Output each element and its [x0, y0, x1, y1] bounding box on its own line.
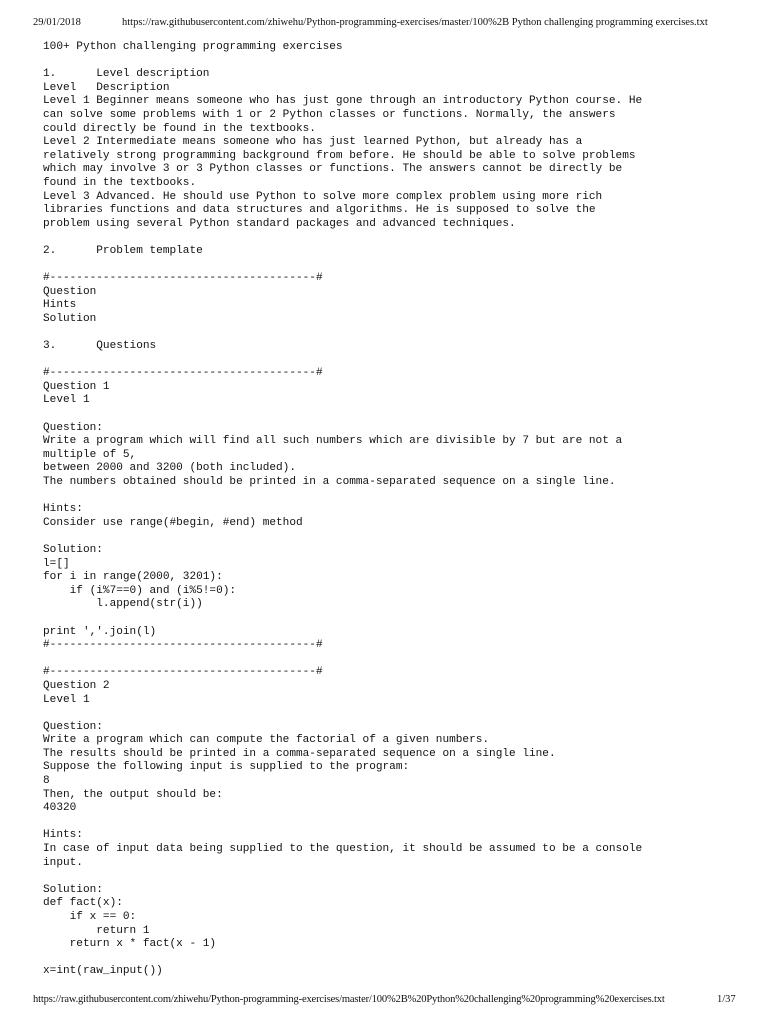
text-line: print ','.join(l): [43, 625, 157, 638]
text-line: [43, 530, 743, 544]
text-line: Level 1: [43, 693, 90, 706]
text-line: could directly be found in the textbooks.: [43, 122, 316, 135]
text-line: #----------------------------------------#: [43, 666, 323, 679]
text-line: which may involve 3 or 3 Python classes or functions. The answers cannot be directly be: [43, 163, 623, 176]
text-line: relatively strong programming background from before. He should be able to solve problems: [43, 149, 636, 162]
text-line: Question 2: [43, 679, 110, 692]
text-line: Level 1: [43, 394, 90, 407]
text-line: if x == 0:: [43, 911, 137, 923]
page-header: [0, 0, 768, 30]
text-line: [43, 55, 743, 69]
document-body: [43, 41, 743, 991]
text-line: 8: [43, 775, 50, 788]
text-line: libraries functions and data structures and algorithms. He is supposed to solve the: [43, 204, 596, 217]
text-line: l=[]: [43, 557, 70, 570]
text-line: if (i%7==0) and (i%5!=0):: [43, 584, 237, 597]
text-line: Solution:: [43, 883, 103, 896]
text-line: problem using several Python standard packages and advanced techniques.: [43, 217, 516, 230]
text-line: Write a program which will find all such numbers which are divisible by 7 but are not a: [43, 435, 623, 448]
text-line: Suppose the following input is supplied to the program:: [43, 761, 410, 774]
text-line: [43, 952, 743, 966]
text-line: [43, 259, 743, 273]
text-line: [43, 653, 743, 667]
text-line: [43, 490, 743, 504]
text-line: Question:: [43, 421, 103, 434]
text-line: return 1: [43, 924, 150, 937]
page-number: 1/37: [717, 994, 736, 1005]
text-line: return x * fact(x - 1): [43, 938, 217, 951]
text-line: Level 3 Advanced. He should use Python to solve more complex problem using more rich: [43, 190, 603, 203]
text-line: Consider use range(#begin, #end) method: [43, 516, 303, 529]
text-line: l.append(str(i)): [43, 598, 203, 611]
text-line: Solution:: [43, 543, 103, 556]
text-line: [43, 231, 743, 245]
text-line: for i in range(2000, 3201):: [43, 571, 223, 584]
text-line: 2. Problem template: [43, 244, 203, 257]
text-line: In case of input data being supplied to the question, it should be assumed to be a console: [43, 843, 643, 856]
text-line: Write a program which can compute the factorial of a given numbers.: [43, 734, 490, 747]
text-line: #----------------------------------------#: [43, 367, 323, 380]
text-line: def fact(x):: [43, 897, 123, 910]
text-line: [43, 816, 743, 830]
text-line: Hints:: [43, 503, 83, 516]
text-line: Then, the output should be:: [43, 788, 223, 801]
text-line: [43, 326, 743, 340]
text-line: The results should be printed in a comma-separated sequence on a single line.: [43, 747, 556, 760]
text-line: [43, 408, 743, 422]
text-line: Question 1: [43, 380, 110, 393]
text-line: Question: [43, 285, 97, 298]
text-line: multiple of 5,: [43, 448, 137, 461]
print-date: 29/01/2018: [33, 17, 81, 28]
text-line: 100+ Python challenging programming exercises: [43, 41, 343, 53]
text-line: #----------------------------------------#: [43, 272, 323, 285]
text-line: Hints:: [43, 829, 83, 842]
text-line: between 2000 and 3200 (both included).: [43, 462, 296, 475]
text-line: found in the textbooks.: [43, 176, 197, 189]
text-line: 40320: [43, 802, 77, 815]
text-line: The numbers obtained should be printed in a comma-separated sequence on a single line.: [43, 476, 616, 488]
text-line: Solution: [43, 312, 97, 325]
text-line: [43, 870, 743, 884]
text-line: Level 1 Beginner means someone who has just gone through an introductory Python course. He: [43, 95, 643, 108]
text-line: can solve some problems with 1 or 2 Python classes or functions. Normally, the answers: [43, 108, 616, 121]
text-line: Level Description: [43, 81, 170, 94]
page-footer: [0, 992, 768, 1024]
text-line: [43, 612, 743, 626]
text-line: 1. Level description: [43, 68, 210, 81]
text-line: x=int(raw_input()): [43, 965, 163, 978]
text-line: #----------------------------------------#: [43, 639, 323, 652]
text-line: [43, 707, 743, 721]
text-line: Level 2 Intermediate means someone who has just learned Python, but already has a: [43, 136, 583, 149]
header-url: https://raw.githubusercontent.com/zhiwehu/Python-programming-exercises/master/100%2B Python challenging programming exercises.txt: [122, 17, 708, 28]
footer-url: https://raw.githubusercontent.com/zhiwehu/Python-programming-exercises/master/100%2B%20Python%20challenging%20programming%20exercises.txt: [33, 994, 665, 1005]
text-line: input.: [43, 856, 83, 869]
text-line: Hints: [43, 299, 77, 312]
text-line: Question:: [43, 720, 103, 733]
text-line: 3. Questions: [43, 340, 157, 353]
text-line: [43, 354, 743, 368]
